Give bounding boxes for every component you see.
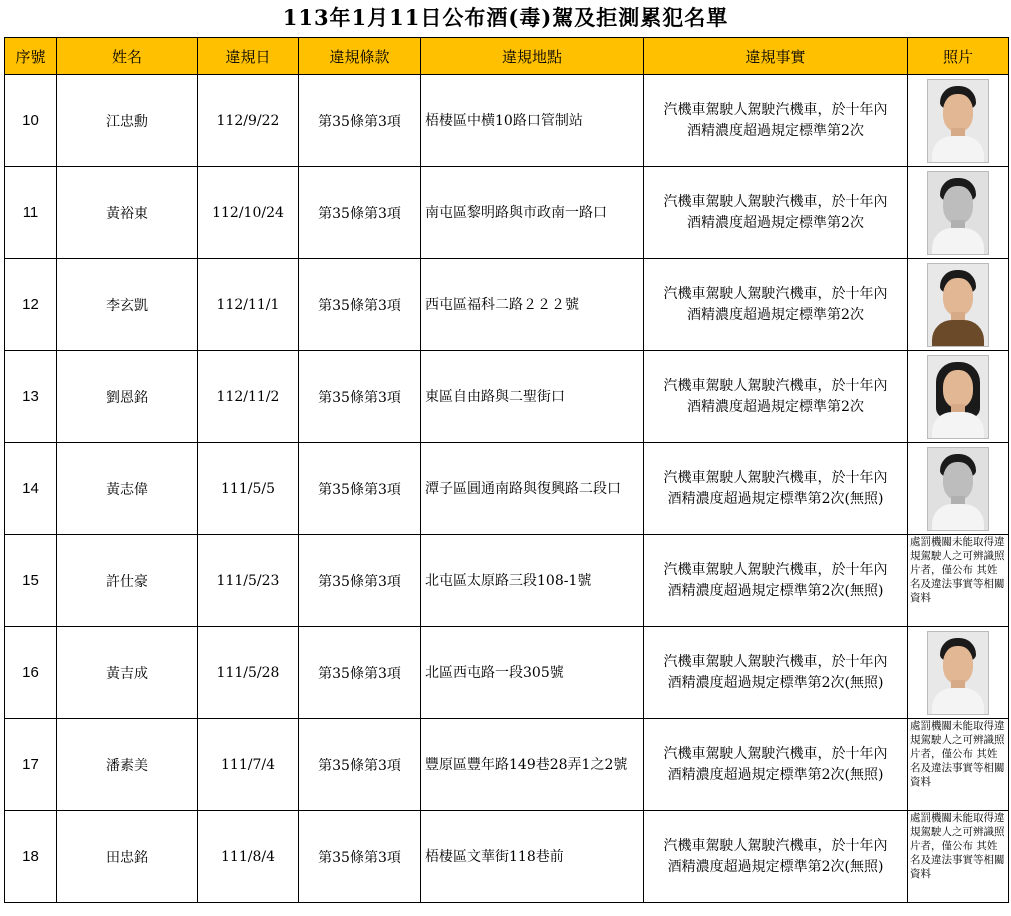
- fact-line: 汽機車駕駛人駕駛汽機車，於十年內: [663, 377, 888, 394]
- cell-photo: [908, 259, 1009, 351]
- cell-fact: [644, 259, 908, 351]
- page-title: 113年1月11日公布酒(毒)駕及拒測累犯名單: [282, 5, 729, 30]
- table-row: [5, 719, 1009, 811]
- fact-line: 汽機車駕駛人駕駛汽機車，於十年內: [663, 653, 888, 670]
- cell-location: 東區自由路與二聖街口: [421, 351, 644, 443]
- cell-location: 北屯區太原路三段108-1號: [421, 535, 644, 627]
- cell-article: 第35條第3項: [299, 351, 421, 443]
- cell-date: 111/7/4: [198, 719, 299, 811]
- cell-seq: 12: [5, 259, 57, 351]
- cell-name: 黃志偉: [57, 443, 198, 535]
- cell-name: 李玄凱: [57, 259, 198, 351]
- cell-article: 第35條第3項: [299, 535, 421, 627]
- cell-location: 潭子區圓通南路與復興路二段口: [421, 443, 644, 535]
- cell-name: 田忠銘: [57, 811, 198, 903]
- cell-date: 111/5/5: [198, 443, 299, 535]
- fact-line: 酒精濃度超過規定標準第2次: [687, 306, 864, 323]
- no-photo-notice: 處罰機關未能取得違規駕駛人之可辨識照片者，僅公布 其姓名及違法事實等相關資料: [910, 812, 1005, 880]
- cell-article: 第35條第3項: [299, 627, 421, 719]
- fact-line: 酒精濃度超過規定標準第2次: [687, 122, 864, 139]
- cell-fact: [644, 443, 908, 535]
- portrait-photo: [927, 171, 989, 255]
- cell-seq: 10: [5, 75, 57, 167]
- cell-article: 第35條第3項: [299, 811, 421, 903]
- cell-photo: [908, 811, 1009, 903]
- cell-name: 劉恩銘: [57, 351, 198, 443]
- cell-location: 梧棲區文華街118巷前: [421, 811, 644, 903]
- cell-location: 梧棲區中横10路口管制站: [421, 75, 644, 167]
- table-header-row: [5, 38, 1009, 75]
- cell-seq: 18: [5, 811, 57, 903]
- cell-name: 黃裕東: [57, 167, 198, 259]
- cell-location: 西屯區福科二路２２２號: [421, 259, 644, 351]
- cell-name: 潘素美: [57, 719, 198, 811]
- cell-location: 北區西屯路一段305號: [421, 627, 644, 719]
- portrait-photo: [927, 263, 989, 347]
- cell-name: 江忠勳: [57, 75, 198, 167]
- no-photo-notice: 處罰機關未能取得違規駕駛人之可辨識照片者，僅公布 其姓名及違法事實等相關資料: [910, 720, 1005, 788]
- no-photo-notice: 處罰機關未能取得違規駕駛人之可辨識照片者，僅公布 其姓名及違法事實等相關資料: [910, 536, 1005, 604]
- header-location: 違規地點: [421, 38, 644, 75]
- header-date: 違規日: [198, 38, 299, 75]
- cell-name: 黃吉成: [57, 627, 198, 719]
- fact-line: 酒精濃度超過規定標準第2次(無照): [667, 582, 884, 599]
- cell-location: 南屯區黎明路與市政南一路口: [421, 167, 644, 259]
- cell-fact: [644, 535, 908, 627]
- cell-article: 第35條第3項: [299, 167, 421, 259]
- cell-date: 112/11/1: [198, 259, 299, 351]
- portrait-photo: [927, 631, 989, 715]
- fact-line: 汽機車駕駛人駕駛汽機車，於十年內: [663, 561, 888, 578]
- header-article: 違規條款: [299, 38, 421, 75]
- fact-line: 酒精濃度超過規定標準第2次(無照): [667, 766, 884, 783]
- cell-seq: 16: [5, 627, 57, 719]
- cell-photo: [908, 75, 1009, 167]
- table-row: [5, 167, 1009, 259]
- cell-seq: 17: [5, 719, 57, 811]
- table-row: [5, 535, 1009, 627]
- cell-date: 111/5/28: [198, 627, 299, 719]
- portrait-photo: [927, 79, 989, 163]
- cell-name: 許仕豪: [57, 535, 198, 627]
- cell-seq: 15: [5, 535, 57, 627]
- table-row: [5, 443, 1009, 535]
- cell-seq: 11: [5, 167, 57, 259]
- fact-line: 酒精濃度超過規定標準第2次(無照): [667, 858, 884, 875]
- cell-date: 112/9/22: [198, 75, 299, 167]
- header-seq: 序號: [5, 38, 57, 75]
- offender-table: [4, 37, 1009, 903]
- cell-seq: 13: [5, 351, 57, 443]
- fact-line: 汽機車駕駛人駕駛汽機車，於十年內: [663, 837, 888, 854]
- cell-fact: [644, 811, 908, 903]
- table-row: [5, 75, 1009, 167]
- cell-photo: [908, 627, 1009, 719]
- table-row: [5, 811, 1009, 903]
- portrait-photo: [927, 447, 989, 531]
- cell-seq: 14: [5, 443, 57, 535]
- cell-fact: [644, 75, 908, 167]
- fact-line: 汽機車駕駛人駕駛汽機車，於十年內: [663, 745, 888, 762]
- fact-line: 汽機車駕駛人駕駛汽機車，於十年內: [663, 193, 888, 210]
- cell-photo: [908, 443, 1009, 535]
- header-fact: 違規事實: [644, 38, 908, 75]
- cell-article: 第35條第3項: [299, 75, 421, 167]
- table-row: [5, 259, 1009, 351]
- portrait-photo: [927, 355, 989, 439]
- header-name: 姓名: [57, 38, 198, 75]
- fact-line: 酒精濃度超過規定標準第2次(無照): [667, 674, 884, 691]
- fact-line: 酒精濃度超過規定標準第2次: [687, 398, 864, 415]
- cell-date: 111/5/23: [198, 535, 299, 627]
- header-photo: 照片: [908, 38, 1009, 75]
- cell-fact: [644, 351, 908, 443]
- cell-date: 111/8/4: [198, 811, 299, 903]
- cell-article: 第35條第3項: [299, 259, 421, 351]
- fact-line: 汽機車駕駛人駕駛汽機車，於十年內: [663, 101, 888, 118]
- cell-location: 豐原區豐年路149巷28弄1之2號: [421, 719, 644, 811]
- cell-photo: [908, 535, 1009, 627]
- cell-article: 第35條第3項: [299, 719, 421, 811]
- cell-photo: [908, 719, 1009, 811]
- fact-line: 汽機車駕駛人駕駛汽機車，於十年內: [663, 285, 888, 302]
- table-row: [5, 351, 1009, 443]
- cell-fact: [644, 167, 908, 259]
- fact-line: 酒精濃度超過規定標準第2次: [687, 214, 864, 231]
- cell-photo: [908, 351, 1009, 443]
- cell-article: 第35條第3項: [299, 443, 421, 535]
- cell-date: 112/11/2: [198, 351, 299, 443]
- fact-line: 酒精濃度超過規定標準第2次(無照): [667, 490, 884, 507]
- fact-line: 汽機車駕駛人駕駛汽機車，於十年內: [663, 469, 888, 486]
- cell-fact: [644, 627, 908, 719]
- cell-date: 112/10/24: [198, 167, 299, 259]
- cell-fact: [644, 719, 908, 811]
- cell-photo: [908, 167, 1009, 259]
- table-row: [5, 627, 1009, 719]
